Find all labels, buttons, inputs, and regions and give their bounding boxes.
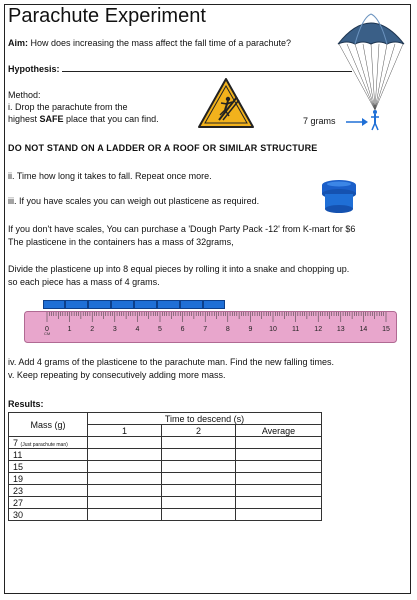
mass-cell [9,449,88,461]
mass-cell [9,497,88,509]
step-i-line2 [8,113,159,125]
step-ii: ii. Time how long it takes to fall. Repeat once more. [8,171,212,181]
table-row [9,509,322,521]
step-i-post: place that you can find. [63,114,159,124]
average-header: Average [236,425,322,437]
aim-line [8,38,291,48]
plasticene-piece [43,300,65,309]
parachute-icon [335,10,407,132]
trial-1-header: 1 [88,425,162,437]
step-v: v. Keep repeating by consecutively adding more mass. [8,370,226,380]
aim-label: Aim: [8,38,28,48]
aim-text: How does increasing the mass affect the fall time of a parachute? [28,38,291,48]
average-cell[interactable] [236,473,322,485]
method-section [8,89,159,125]
ruler-label: 15 [382,326,390,333]
trial-1-cell[interactable] [88,509,162,521]
ruler-label: 4 [135,326,140,333]
average-cell[interactable] [236,449,322,461]
trial-2-cell[interactable] [162,497,236,509]
table-row [9,449,322,461]
caution-fall-sign-icon [197,77,255,129]
trial-1-cell[interactable] [88,461,162,473]
table-row [9,497,322,509]
step-iii: iii. If you have scales you can weigh out plasticene as required. [8,196,260,206]
plasticene-piece [157,300,180,309]
trial-2-cell[interactable] [162,461,236,473]
mass-cell [9,509,88,521]
average-cell[interactable] [236,485,322,497]
ruler-label: 0 [45,326,49,333]
trial-1-cell[interactable] [88,473,162,485]
plasticene-piece [65,300,88,309]
trial-2-cell[interactable] [162,449,236,461]
average-cell[interactable] [236,509,322,521]
mass-value: 27 [13,497,24,508]
plasticene-piece [134,300,157,309]
mass-cell [9,461,88,473]
step-i-pre: highest [8,114,40,124]
plasticene-piece [203,300,225,309]
trial-1-cell[interactable] [88,437,162,449]
ruler-label: 8 [225,326,230,333]
divide-line1: Divide the plasticene up into 8 equal pieces by rolling it into a snake and chopping up. [8,264,350,274]
hypothesis-line [8,63,352,74]
divide-line2: so each piece has a mass of 4 grams. [8,277,160,287]
mass-cell [9,437,88,449]
table-row [9,473,322,485]
plasticene-snake [43,300,225,309]
average-cell[interactable] [236,437,322,449]
step-i-line1: i. Drop the parachute from the [8,102,128,112]
mass-cell [9,473,88,485]
hypothesis-label: Hypothesis: [8,64,60,74]
plasticene-piece [88,300,111,309]
mass-cell [9,485,88,497]
safety-warning: DO NOT STAND ON A LADDER OR A ROOF OR SIMILAR STRUCTURE [8,143,318,153]
mass-value: 7 [13,437,19,448]
average-cell[interactable] [236,461,322,473]
trial-2-cell[interactable] [162,437,236,449]
trial-2-cell[interactable] [162,485,236,497]
parachute-mass-label: 7 grams [303,116,336,126]
table-row [9,485,322,497]
ruler-label: 9 [248,326,253,333]
hypothesis-blank[interactable] [62,63,352,72]
results-label: Results: [8,399,44,409]
plasticene-piece [111,300,134,309]
ruler-label: 2 [90,326,95,333]
step-i-safe: SAFE [39,114,64,124]
ruler-label: 5 [158,326,162,333]
average-cell[interactable] [236,497,322,509]
time-header: Time to descend (s) [88,413,322,425]
ruler-label: 7 [203,326,208,333]
trial-1-cell[interactable] [88,449,162,461]
mass-header: Mass (g) [9,413,88,437]
ruler-label: 11 [291,326,300,333]
trial-2-cell[interactable] [162,509,236,521]
ruler-label: 12 [314,326,323,333]
trial-1-cell[interactable] [88,497,162,509]
page-title: Parachute Experiment [8,5,206,27]
ruler-unit: CM [44,331,51,336]
arrow-right-icon [346,118,368,126]
mass-value: 11 [13,449,23,460]
ruler-label: 1 [67,326,72,333]
trial-1-cell[interactable] [88,485,162,497]
trial-2-cell[interactable] [162,473,236,485]
ruler-label: 14 [359,326,368,333]
method-label: Method: [8,90,41,100]
mass-value: 19 [13,473,24,484]
plasticene-container-icon [318,178,360,216]
ruler [24,311,397,343]
ruler-label: 13 [336,326,345,333]
scales-info-line2: The plasticene in the containers has a mass of 32grams, [8,237,234,247]
scales-info-line1: If you don't have scales, You can purchase a 'Dough Party Pack -12' from K-mart for $6 [8,224,356,234]
ruler-label: 6 [180,326,185,333]
table-row [9,437,322,449]
table-row [9,461,322,473]
ruler-label: 10 [269,326,277,333]
step-iv: iv. Add 4 grams of the plasticene to the parachute man. Find the new falling times. [8,357,335,367]
mass-value: 15 [13,461,24,472]
mass-value: 23 [13,485,24,496]
mass-value: 30 [13,509,24,520]
trial-2-header: 2 [162,425,236,437]
results-table [8,412,322,521]
plasticene-piece [180,300,203,309]
mass-note: (Just parachute man) [20,441,68,448]
ruler-label: 3 [112,326,117,333]
